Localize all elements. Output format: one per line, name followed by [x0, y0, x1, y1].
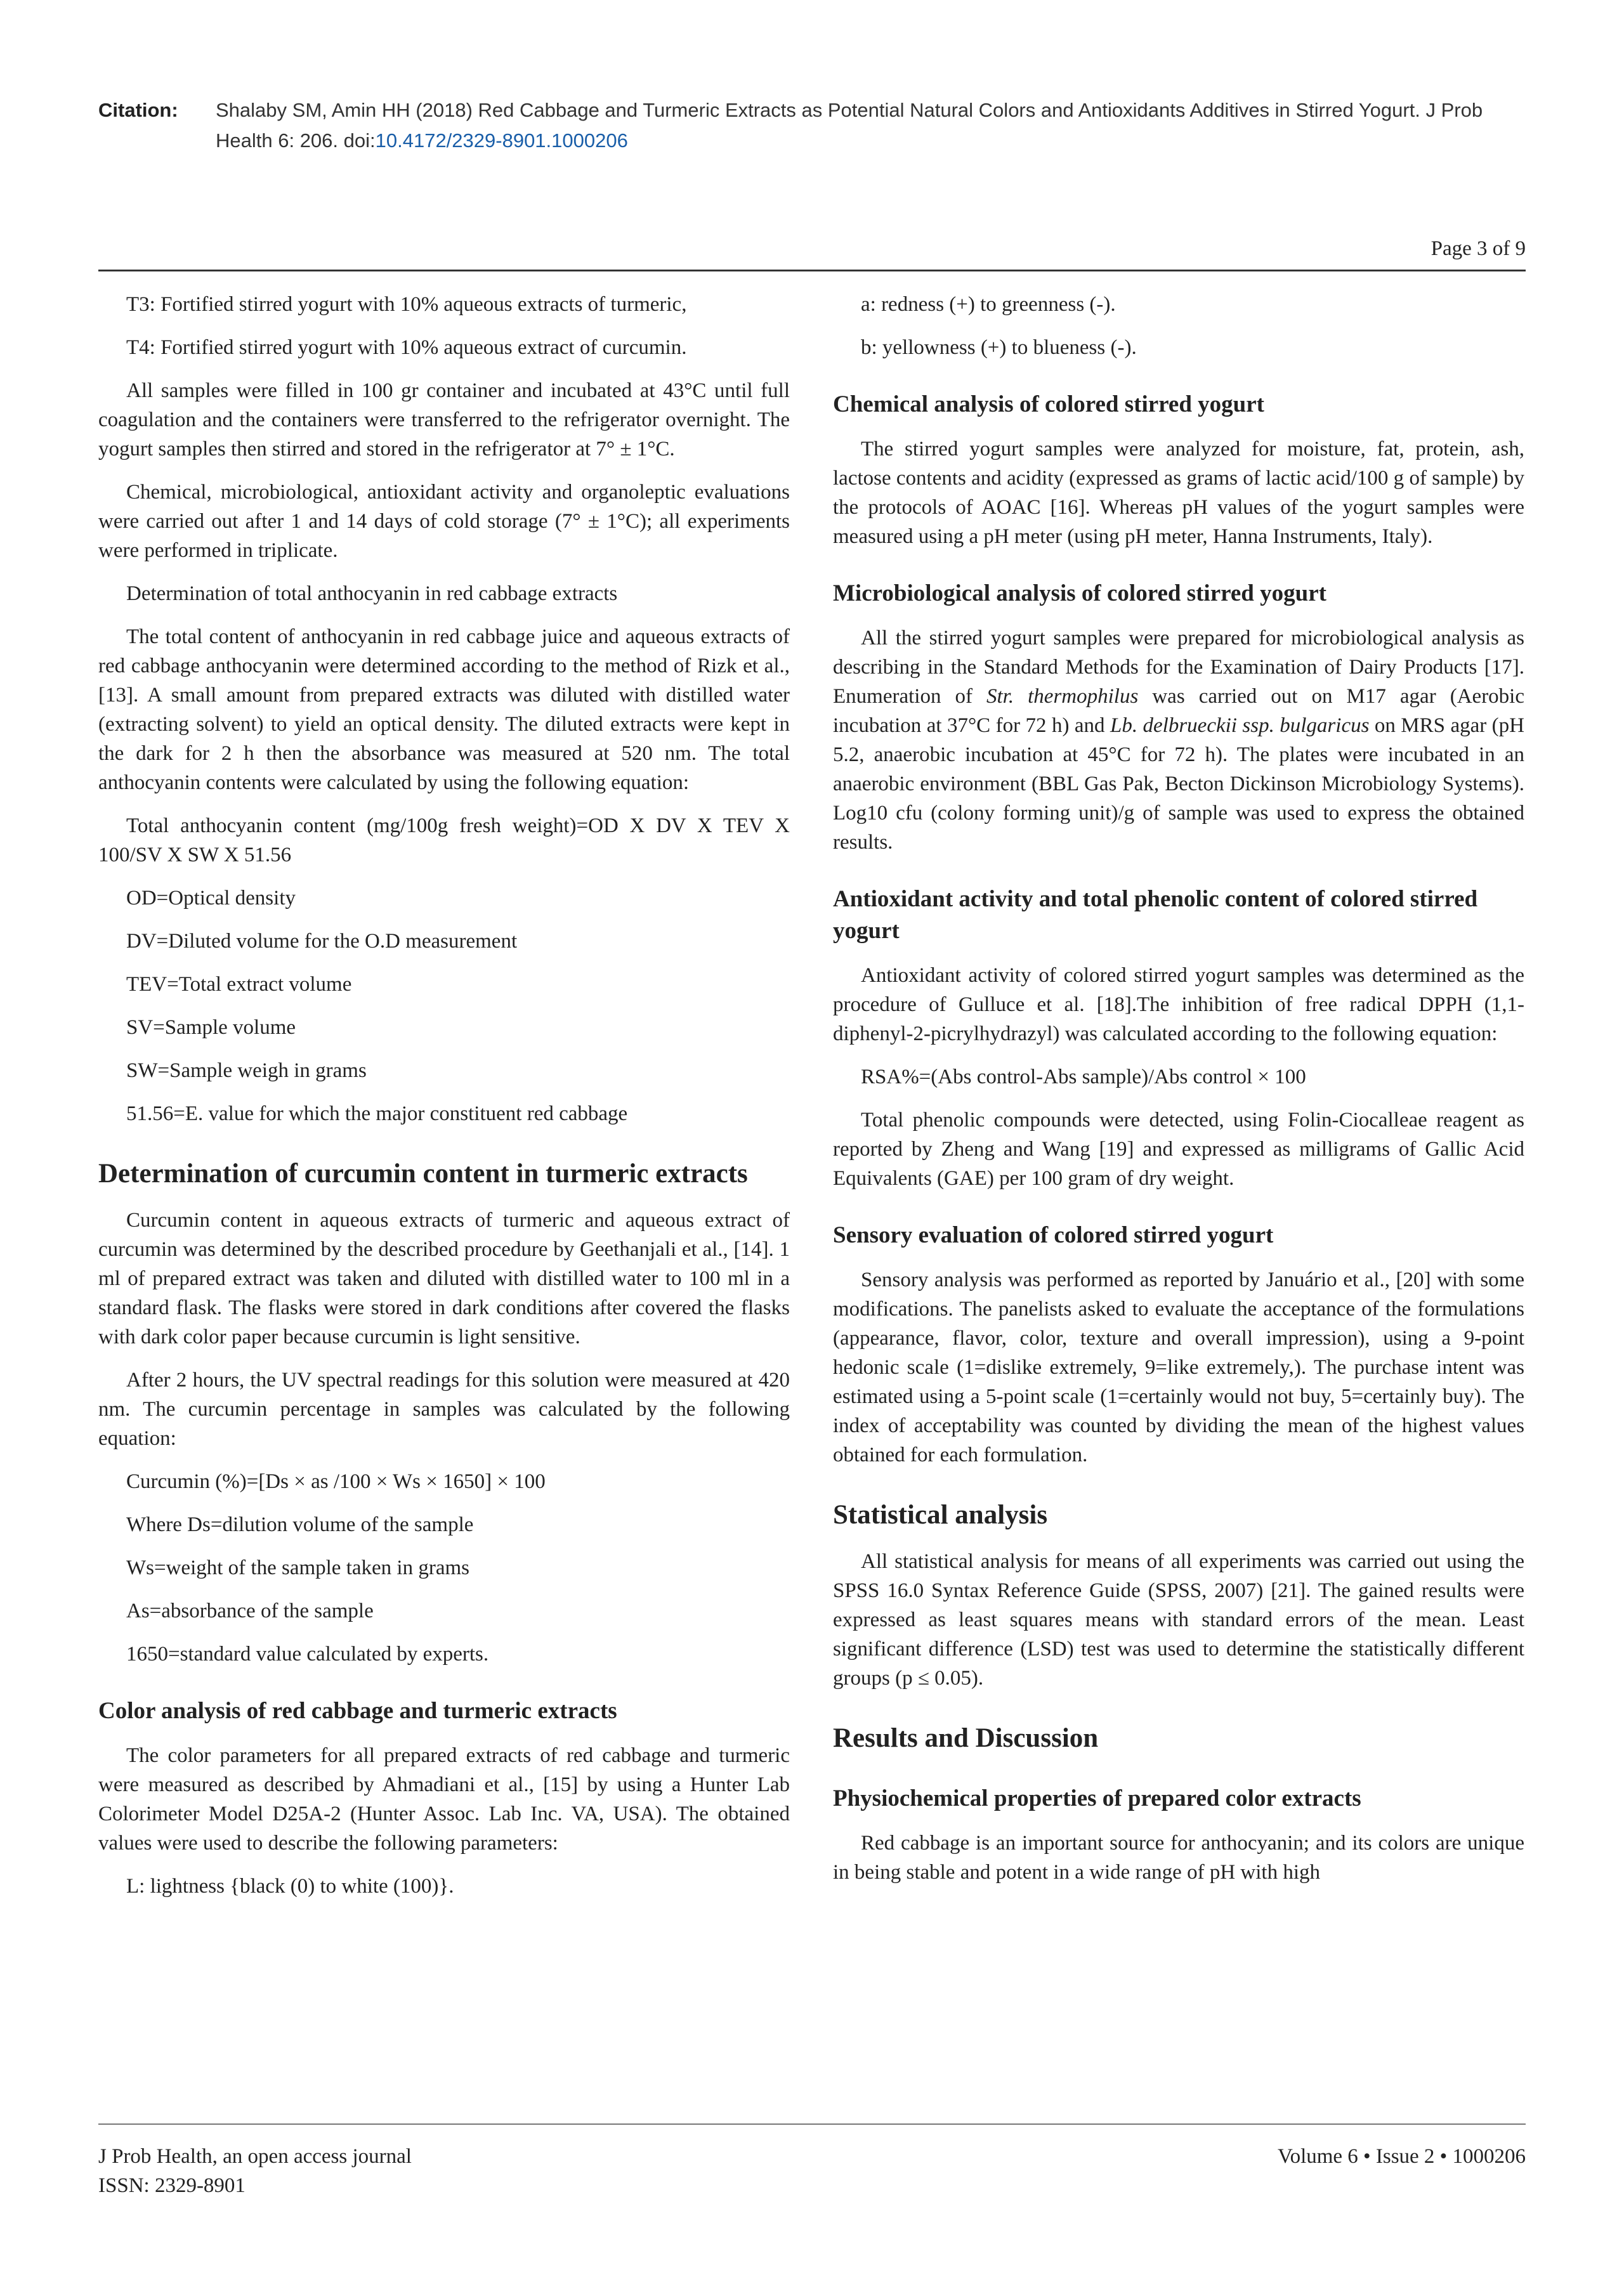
- page-number: Page 3 of 9: [1431, 237, 1526, 260]
- equation-curcumin: Curcumin (%)=[Ds × as /100 × Ws × 1650] × 100: [126, 1470, 546, 1493]
- paragraph: The stirred yogurt samples were analyzed for moisture, fat, protein, ash, lactose contents and acidity (expressed as grams of lactic acid/100 g of sample) by the protocols of AOAC [16]. Whereas pH values of the yogurt samples were measured using a pH meter (using pH meter, Hanna Instruments, Italy).: [833, 438, 1524, 548]
- treatment-t4: T4: Fortified stirred yogurt with 10% aqueous extract of curcumin.: [126, 336, 687, 359]
- paragraph: The color parameters for all prepared extracts of red cabbage and turmeric were measured as described by Ahmadiani et al., [15] by using a Hunter Lab Colorimeter Model D25A-2 (Hunter Assoc. Lab Inc. VA, USA). The obtained values were used to describe the following parameters:: [98, 1744, 790, 1855]
- definition-e-value: 51.56=E. value for which the major constituent red cabbage: [126, 1102, 628, 1125]
- right-column: [833, 290, 1524, 1901]
- citation-text-container: [216, 95, 1526, 156]
- paragraph: Antioxidant activity of colored stirred yogurt samples was determined as the procedure of Gulluce et al. [18].The inhibition of free radical DPPH (1,1-diphenyl-2-picrylhydrazyl) was calculated according to the following equation:: [833, 964, 1524, 1045]
- paragraph: All statistical analysis for means of all experiments was carried out using the SPSS 16.0 Syntax Reference Guide (SPSS, 2007) [21]. The gained results were expressed as least squares means with standard errors of the mean. Least significant difference (LSD) test was used to determine the statistically different groups (p ≤ 0.05).: [833, 1550, 1524, 1690]
- section-heading-antioxidant: Antioxidant activity and total phenolic content of colored stirred yogurt: [833, 886, 1478, 944]
- definition-tev: TEV=Total extract volume: [126, 973, 352, 996]
- footer-divider: [98, 2123, 1526, 2125]
- paragraph: Chemical, microbiological, antioxidant activity and organoleptic evaluations were carried out after 1 and 14 days of cold storage (7° ± 1°C); all experiments were performed in triplicate.: [98, 481, 790, 562]
- paragraph: Total phenolic compounds were detected, using Folin-Ciocalleae reagent as reported by Zheng and Wang [19] and expressed as milligrams of Gallic Acid Equivalents (GAE) per 100 gram of dry weight.: [833, 1109, 1524, 1190]
- section-heading-curcumin: Determination of curcumin content in turmeric extracts: [98, 1159, 748, 1189]
- text-run: on MRS agar (pH 5.2, anaerobic incubation at 45°C for 72 h). The plates were incubated in an anaerobic environment (BBL Gas Pak, Becton Dickinson Microbiology Systems). Log10 cfu (colony forming unit)/g of sample was used to express the obtained results.: [833, 714, 1524, 854]
- section-heading-color-analysis: Color analysis of red cabbage and turmeric extracts: [98, 1698, 617, 1724]
- text-run: All the stirred yogurt samples were prepared for microbiological analysis as describing in the Standard Methods for the Examination of Dairy Products [17]. Enumeration of: [833, 627, 1524, 708]
- definition-ds: Where Ds=dilution volume of the sample: [126, 1513, 474, 1536]
- left-column: [98, 290, 790, 1915]
- citation-label: Citation:: [98, 99, 178, 121]
- paragraph: Red cabbage is an important source for anthocyanin; and its colors are unique in being stable and potent in a wide range of pH with high: [833, 1832, 1524, 1884]
- footer-journal: J Prob Health, an open access journal: [98, 2145, 412, 2168]
- footer-left: [98, 2142, 412, 2200]
- equation-rsa: RSA%=(Abs control-Abs sample)/Abs control × 100: [861, 1066, 1306, 1088]
- citation-block: [98, 95, 1526, 156]
- paragraph: All samples were filled in 100 gr container and incubated at 43°C until full coagulation and the containers were transferred to the refrigerator overnight. The yogurt samples then stirred and stored in the refrigerator at 7° ± 1°C.: [98, 379, 790, 460]
- paragraph: Curcumin content in aqueous extracts of turmeric and aqueous extract of curcumin was determined by the described procedure by Geethanjali et al., [14]. 1 ml of prepared extract was taken and diluted with distilled water to 100 ml in a standard flask. The flasks were stored in dark conditions after covered the flasks with dark color paper because curcumin is light sensitive.: [98, 1209, 790, 1348]
- parameter-l: L: lightness {black (0) to white (100)}.: [126, 1875, 454, 1898]
- subheading-anthocyanin: Determination of total anthocyanin in red cabbage extracts: [126, 582, 618, 605]
- section-heading-statistical: Statistical analysis: [833, 1500, 1048, 1530]
- doi-link[interactable]: 10.4172/2329-8901.1000206: [375, 129, 628, 152]
- treatment-t3: T3: Fortified stirred yogurt with 10% aqueous extracts of turmeric,: [126, 293, 687, 316]
- paragraph: The total content of anthocyanin in red cabbage juice and aqueous extracts of red cabbage anthocyanin were determined according to the method of Rizk et al., [13]. A small amount from prepared extracts was diluted with distilled water (extracting solvent) to yield an optical density. The diluted extracts were kept in the dark for 2 h then the absorbance was measured at 520 nm. The total anthocyanin contents were calculated by using the following equation:: [98, 625, 790, 794]
- paragraph: After 2 hours, the UV spectral readings for this solution were measured at 420 nm. The curcumin percentage in samples was calculated by the following equation:: [98, 1369, 790, 1450]
- footer-volume: Volume 6 • Issue 2 • 1000206: [1278, 2145, 1526, 2168]
- text-run: was carried out on M17 agar (Aerobic incubation at 37°C for 72 h) and: [833, 685, 1524, 737]
- parameter-b: b: yellowness (+) to blueness (-).: [861, 336, 1137, 359]
- parameter-a: a: redness (+) to greenness (-).: [861, 293, 1116, 316]
- species-name: Lb. delbrueckii ssp. bulgaricus: [1110, 714, 1370, 737]
- section-heading-physiochemical: Physiochemical properties of prepared color extracts: [833, 1785, 1361, 1811]
- definition-od: OD=Optical density: [126, 887, 296, 910]
- definition-sv: SV=Sample volume: [126, 1016, 296, 1039]
- definition-as: As=absorbance of the sample: [126, 1600, 374, 1622]
- species-name: Str. thermophilus: [986, 685, 1139, 708]
- header-divider: [98, 270, 1526, 271]
- citation-text: Shalaby SM, Amin HH (2018) Red Cabbage and Turmeric Extracts as Potential Natural Colors and Antioxidants Additives in Stirred Yogurt. J Prob Health 6: 206. doi:: [216, 99, 1483, 152]
- paragraph: Sensory analysis was performed as reported by Januário et al., [20] with some modifications. The panelists asked to evaluate the acceptance of the formulations (appearance, flavor, color, texture and overall impression), using a 9-point hedonic scale (1=dislike extremely, 9=like extremely,). The purchase intent was estimated using a 5-point scale (1=certainly would not buy, 5=certainly buy). The index of acceptability was counted by dividing the mean of the highest values obtained for each formulation.: [833, 1269, 1524, 1466]
- definition-1650: 1650=standard value calculated by experts.: [126, 1643, 489, 1666]
- section-heading-results: Results and Discussion: [833, 1723, 1099, 1753]
- definition-sw: SW=Sample weigh in grams: [126, 1059, 367, 1082]
- section-heading-chemical: Chemical analysis of colored stirred yogurt: [833, 391, 1264, 417]
- section-heading-sensory: Sensory evaluation of colored stirred yogurt: [833, 1222, 1274, 1248]
- equation-anthocyanin: Total anthocyanin content (mg/100g fresh weight)=OD X DV X TEV X 100/SV X SW X 51.56: [98, 814, 790, 866]
- definition-dv: DV=Diluted volume for the O.D measurement: [126, 930, 518, 953]
- section-heading-microbiological: Microbiological analysis of colored stirred yogurt: [833, 580, 1326, 606]
- definition-ws: Ws=weight of the sample taken in grams: [126, 1556, 469, 1579]
- paragraph-microbiological: [833, 623, 1524, 857]
- footer-issn: ISSN: 2329-8901: [98, 2174, 246, 2197]
